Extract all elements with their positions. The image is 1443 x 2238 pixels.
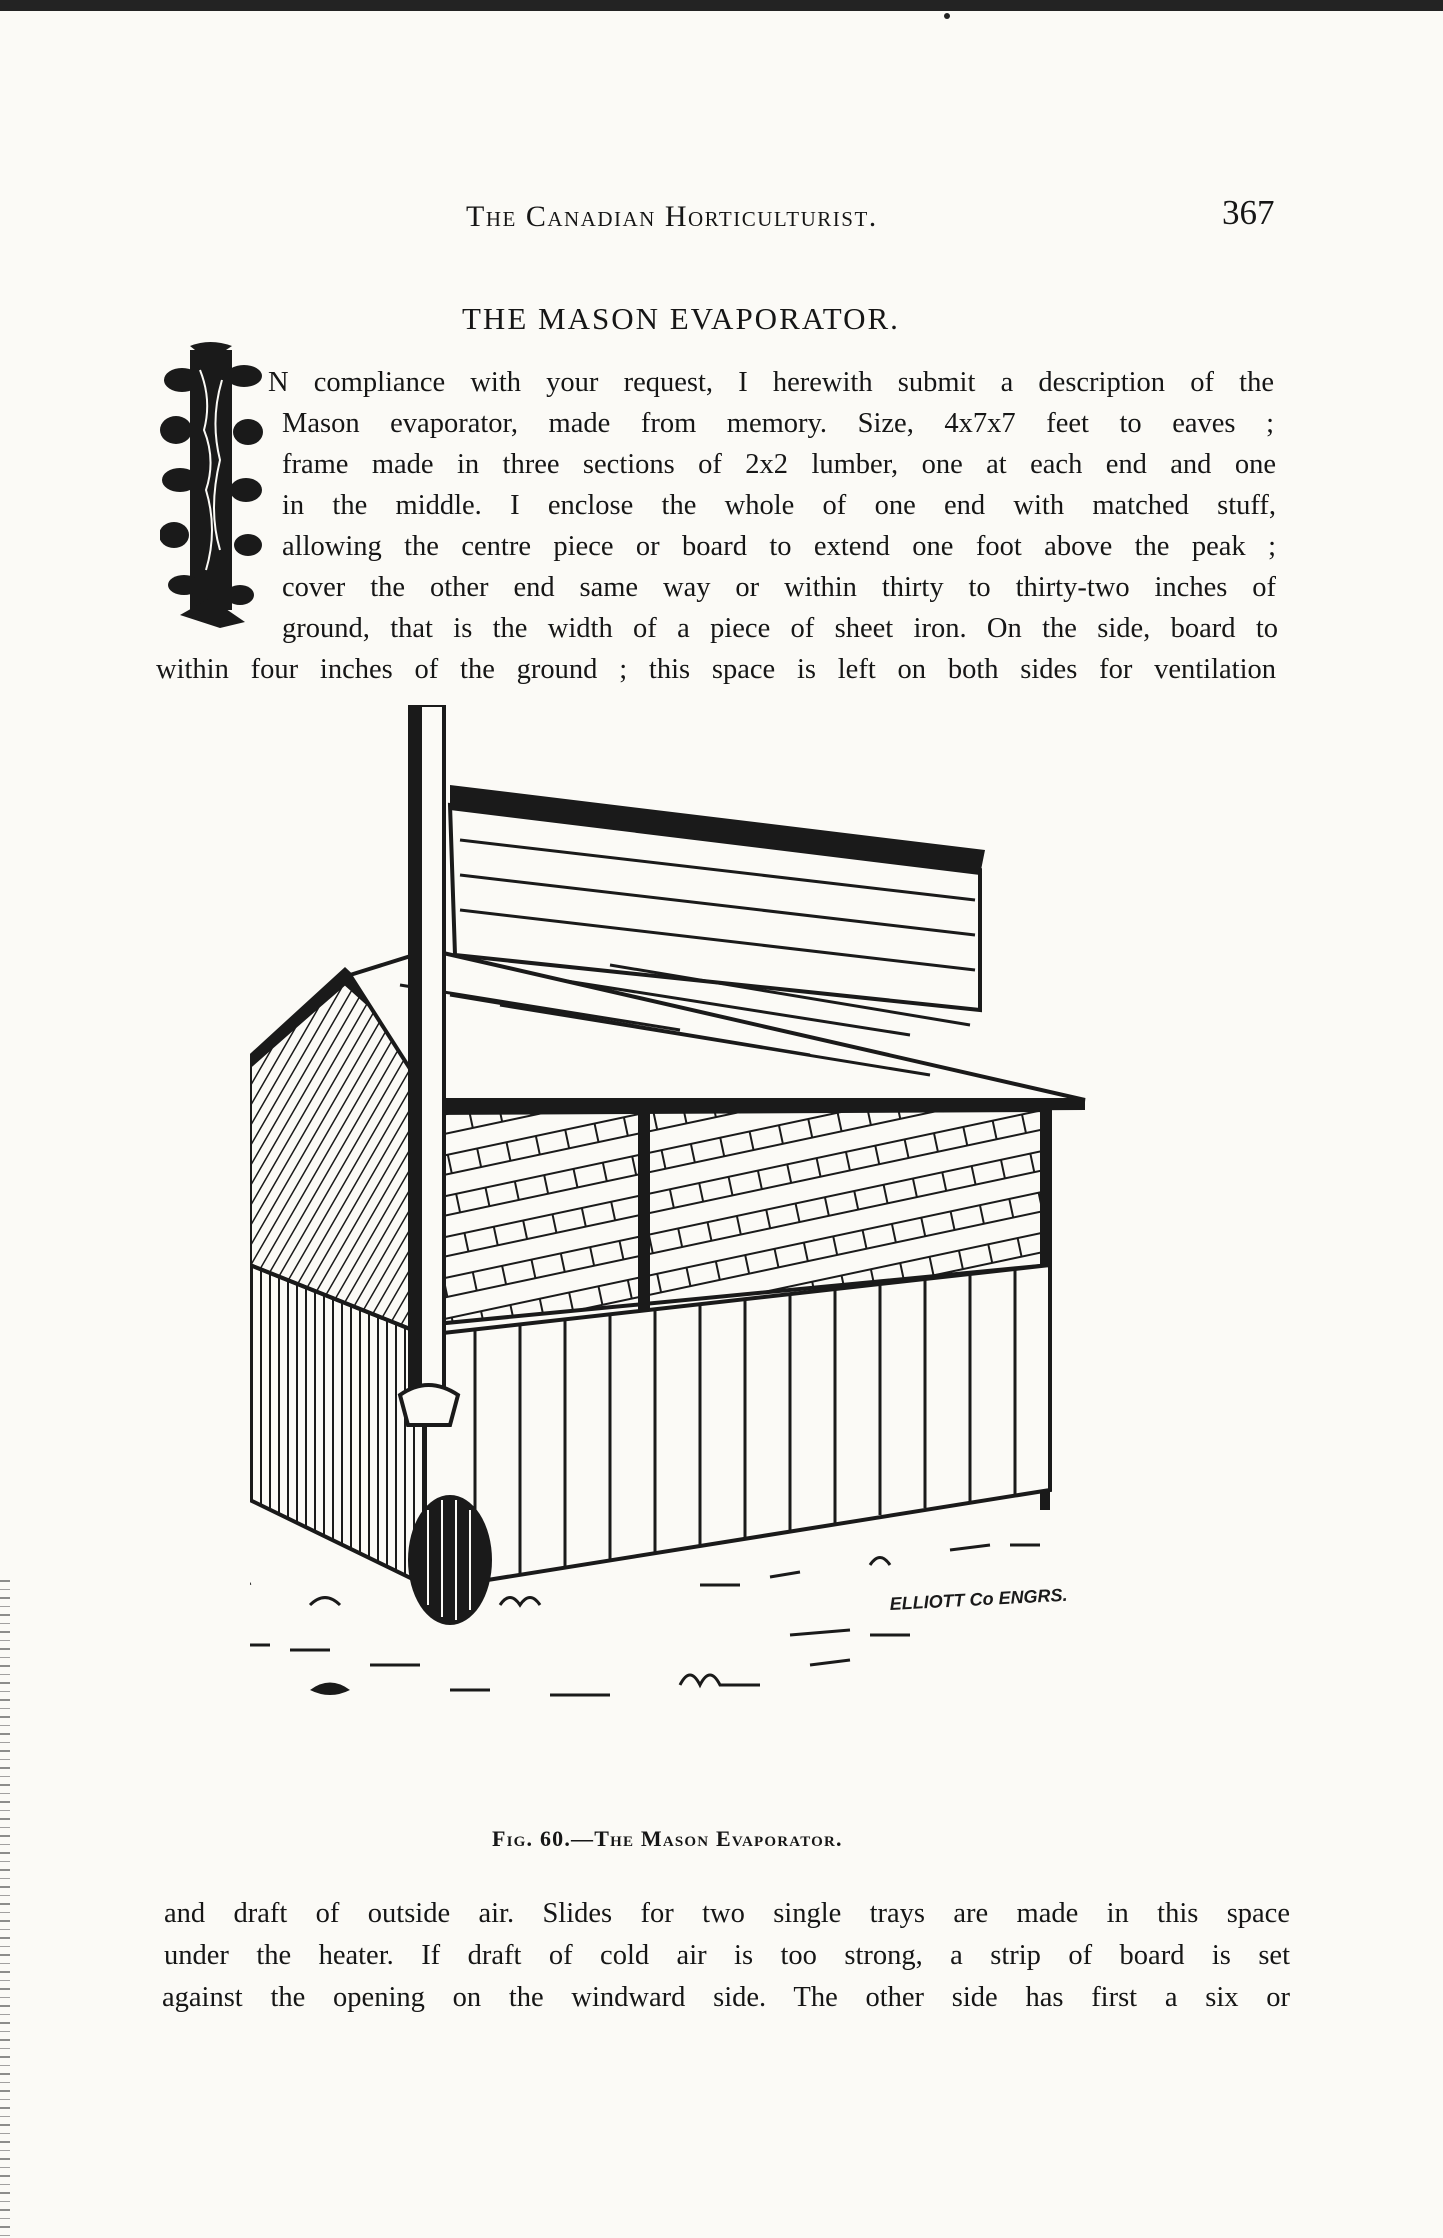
text-line-5: allowing the centre piece or board to extend one foot above the peak ; [282,531,1276,562]
text-line-1: N compliance with your request, I herewith submit a description of the [268,367,1274,398]
engraver-signature: ELLIOTT Co ENGRS. [889,1584,1068,1614]
text-line-7: ground, that is the width of a piece of sheet iron. On the side, board to [282,613,1278,644]
page-binding-edge [0,1580,10,2238]
text-line-6: cover the other end same way or within thirty to thirty-two inches of [282,572,1276,603]
text-line-3: frame made in three sections of 2x2 lumber, one at each end and one [282,449,1276,480]
figure-caption: Fig. 60.—The Mason Evaporator. [492,1826,843,1851]
text-line-9: and draft of outside air. Slides for two single trays are made in this space [164,1898,1290,1929]
page-number: 367 [1222,193,1275,232]
running-title: The Canadian Horticulturist. [466,200,878,233]
page-top-edge [0,0,1443,11]
ink-speck [944,13,950,19]
article-title: THE MASON EVAPORATOR. [462,301,900,336]
dropcap-letter: I [260,340,261,341]
text-line-11: against the opening on the windward side. The other side has first a six or [162,1982,1290,2013]
dropcap-illustration [160,340,265,632]
text-line-10: under the heater. If draft of cold air is too strong, a strip of board is set [164,1940,1290,1971]
evaporator-illustration [250,705,1190,1790]
text-line-2: Mason evaporator, made from memory. Size, 4x7x7 feet to eaves ; [282,408,1274,439]
text-line-4: in the middle. I enclose the whole of one end with matched stuff, [282,490,1276,521]
text-line-8: within four inches of the ground ; this space is left on both sides for ventilation [156,654,1276,685]
